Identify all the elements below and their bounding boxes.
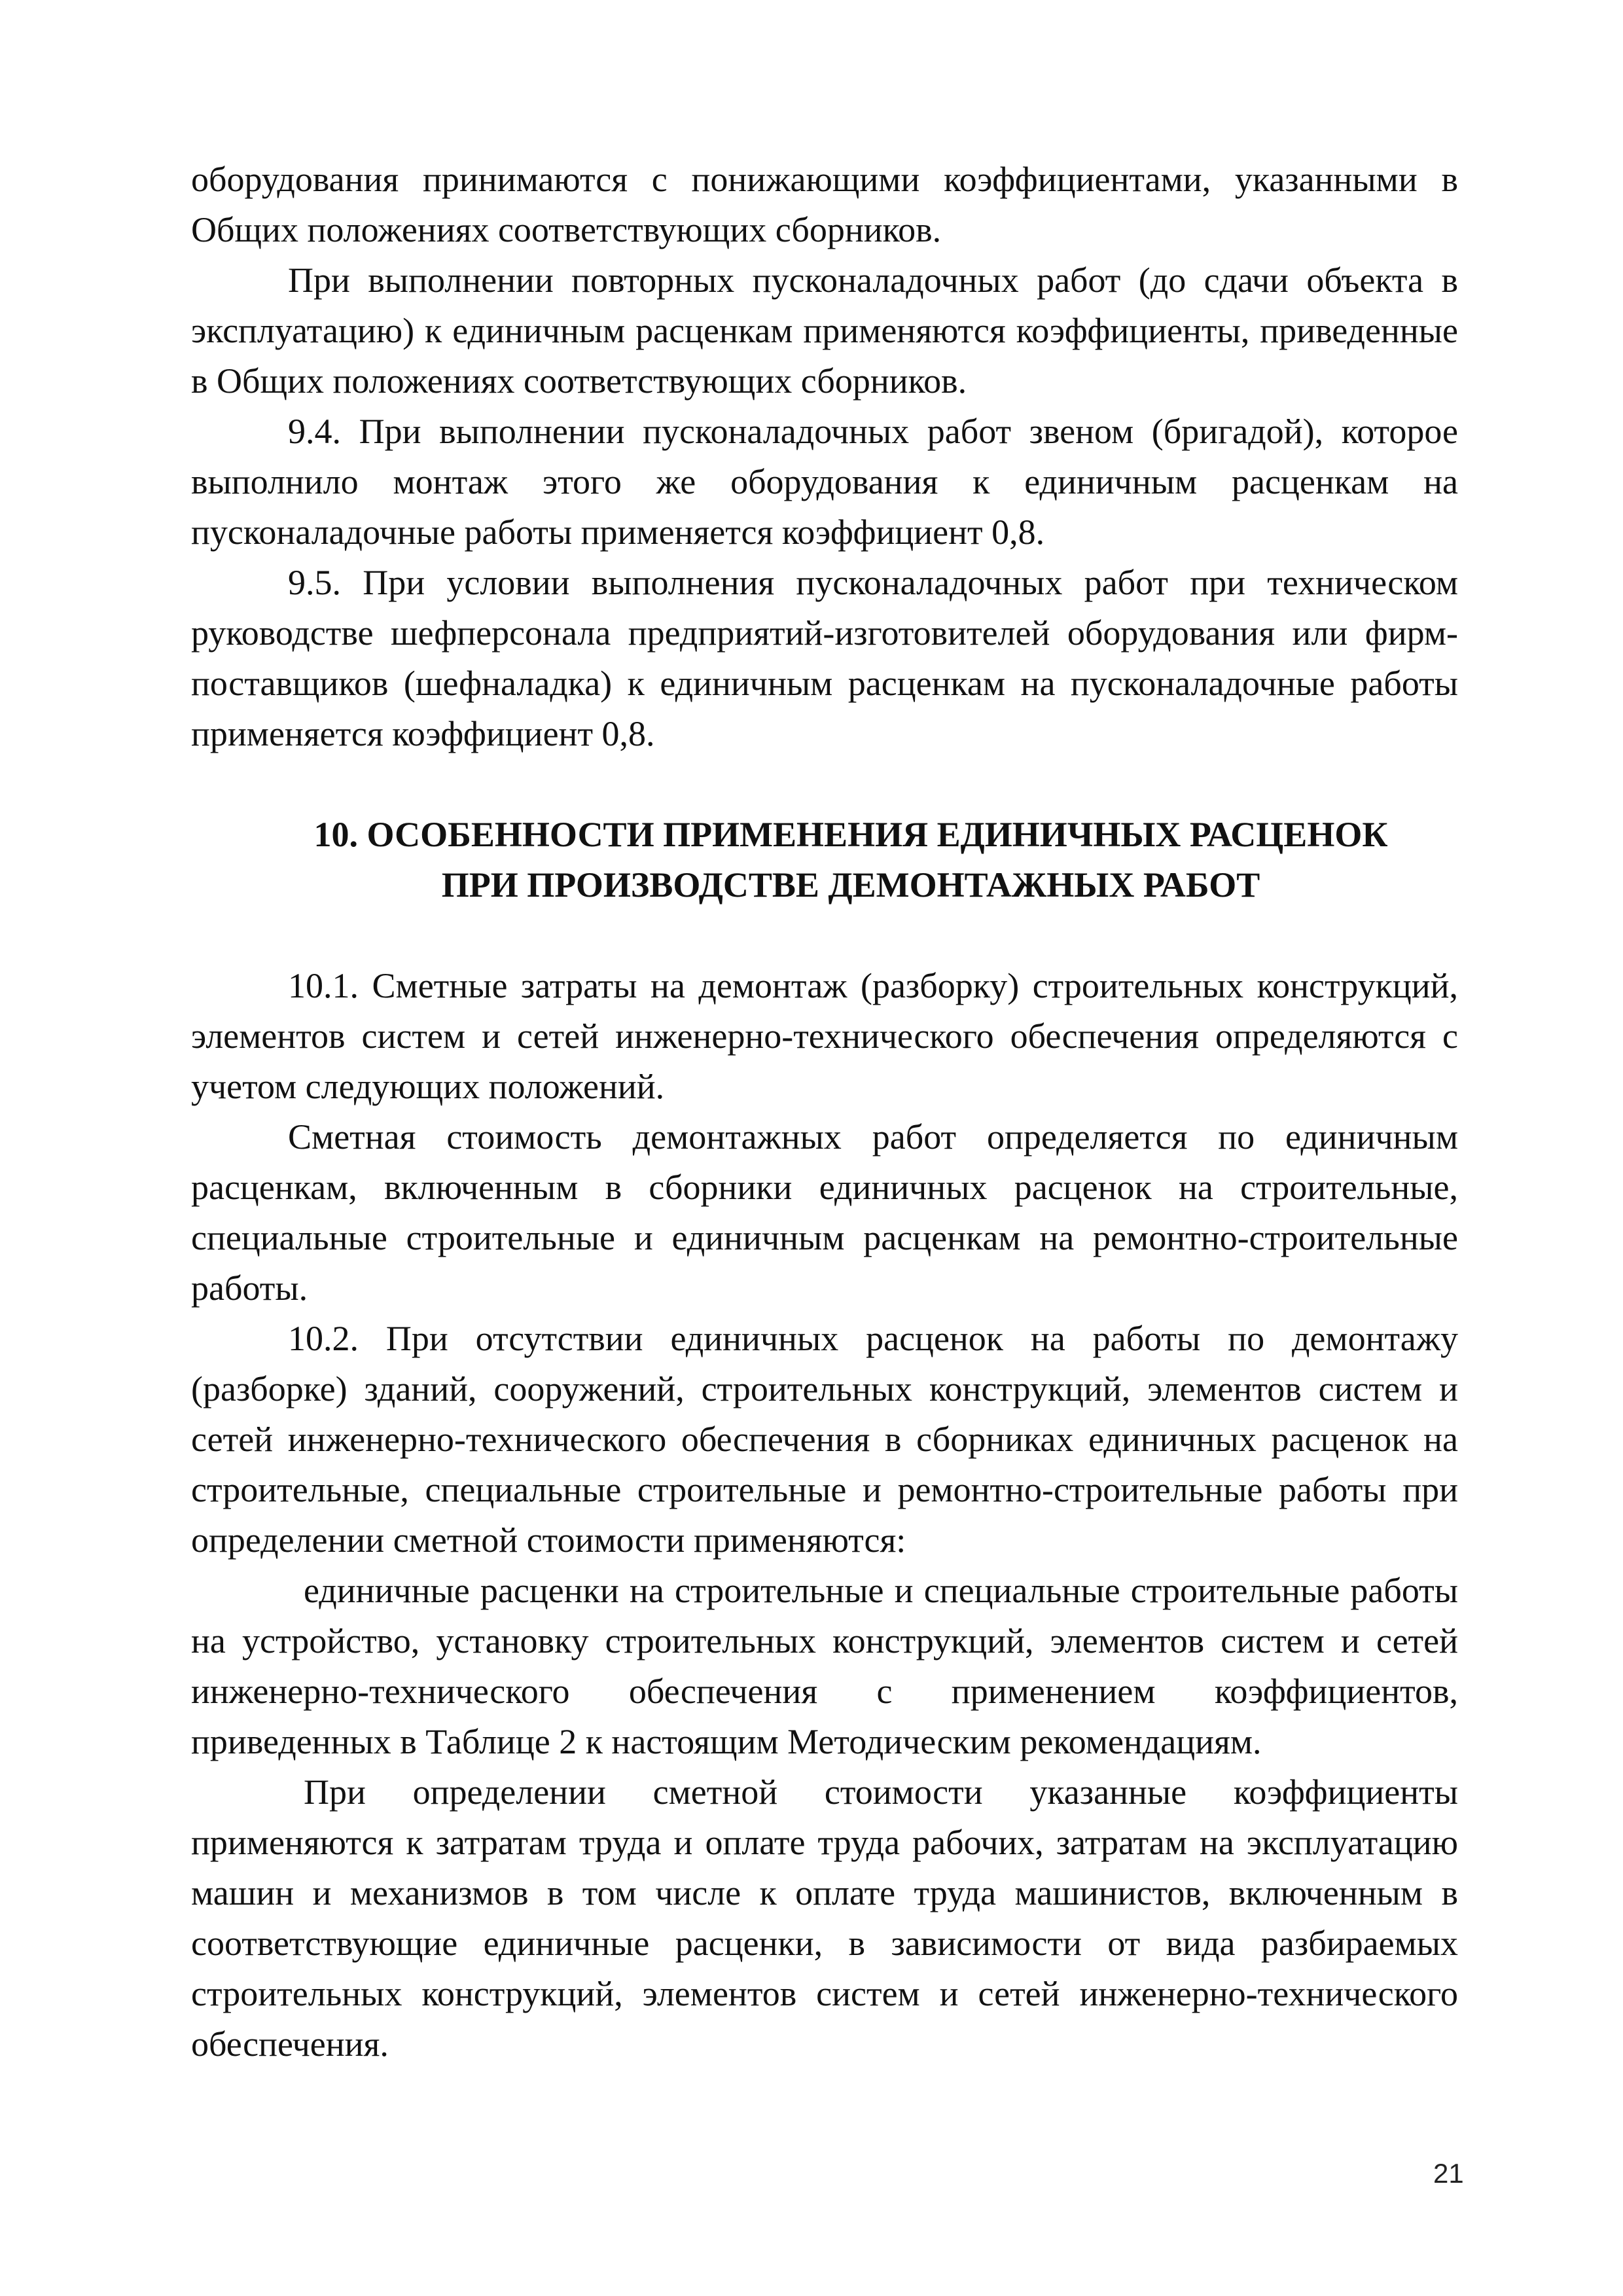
paragraph-repeat-works: При выполнении повторных пусконаладочных работ (до сдачи объекта в эксплуатацию) к единичным расценкам применяются коэффициенты, приведенные в Общих положениях соответствующих сборников.: [191, 260, 1458, 401]
paragraph-10-1: 10.1. Сметные затраты на демонтаж (разборку) строительных конструкций, элементов систем и сетей инженерно-технического обеспечения определяются с учетом следующих положений.: [191, 966, 1458, 1106]
page-number: 21: [1433, 2158, 1464, 2189]
paragraph-unit-rates: единичные расценки на строительные и специальные строительные работы на устройство, установку строительных конструкций, элементов систем и сетей инженерно-технического обеспечения с применением коэффициентов, приведенных в Таблице 2 к настоящим Методическим рекомендациям.: [191, 1571, 1458, 1761]
paragraph-9-5: 9.5. При условии выполнения пусконаладочных работ при техническом руководстве шефперсонала предприятий-изготовителей оборудования или фирм-поставщиков (шефналадка) к единичным расценкам на пусконаладочные работы применяется коэффициент 0,8.: [191, 563, 1458, 753]
paragraph-10-2: 10.2. При отсутствии единичных расценок на работы по демонтажу (разборке) зданий, сооружений, строительных конструкций, элементов систем и сетей инженерно-технического обеспечения в сборниках единичных расценок на строительные, специальные строительные и ремонтно-строительные работы при определении сметной стоимости применяются:: [191, 1319, 1458, 1560]
paragraph-9-4: 9.4. При выполнении пусконаладочных работ звеном (бригадой), которое выполнило монтаж этого же оборудования к единичным расценкам на пусконаладочные работы применяется коэффициент 0,8.: [191, 412, 1458, 552]
document-body: [191, 154, 1458, 2070]
paragraph-coefficients: При определении сметной стоимости указанные коэффициенты применяются к затратам труда и оплате труда рабочих, затратам на эксплуатацию машин и механизмов в том числе к оплате труда машинистов, включенным в соответствующие единичные расценки, в зависимости от вида разбираемых строительных конструкций, элементов систем и сетей инженерно-технического обеспечения.: [191, 1772, 1458, 2064]
paragraph-dismantling-cost: Сметная стоимость демонтажных работ определяется по единичным расценкам, включенным в сборники единичных расценок на строительные, специальные строительные и единичным расценкам на ремонтно-строительные работы.: [191, 1117, 1458, 1308]
section-heading-10: [191, 810, 1458, 910]
section-heading-line-1: 10. ОСОБЕННОСТИ ПРИМЕНЕНИЯ ЕДИНИЧНЫХ РАСЦЕНОК: [313, 815, 1388, 854]
paragraph-continuation: оборудования принимаются с понижающими коэффициентами, указанными в Общих положениях соответствующих сборников.: [191, 160, 1458, 249]
section-heading-line-2: ПРИ ПРОИЗВОДСТВЕ ДЕМОНТАЖНЫХ РАБОТ: [441, 865, 1260, 905]
